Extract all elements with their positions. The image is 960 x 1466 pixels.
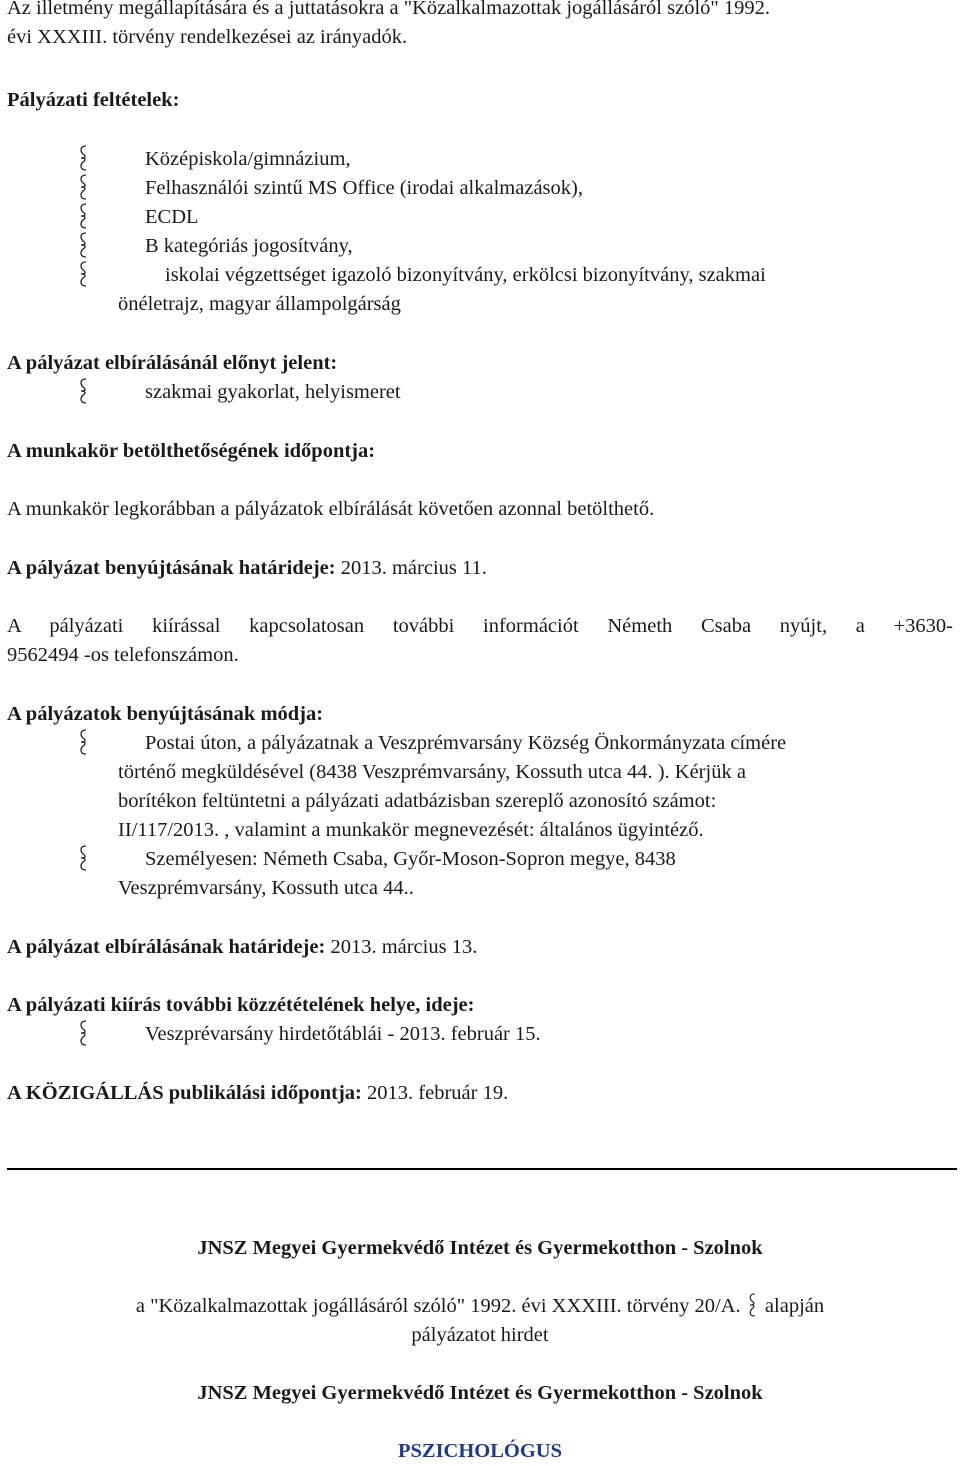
submission-deadline-value: 2013. március 11. [335,557,487,579]
section-divider [7,1168,957,1170]
organization-title-2: JNSZ Megyei Gyermekvédő Intézet és Gyermekotthon - Szolnok [197,1382,763,1404]
section-bullet-icon [77,729,91,755]
section-bullet-icon [77,845,91,871]
section-bullet-icon [77,261,91,287]
advantage-item: szakmai gyakorlat, helyismeret [145,381,401,403]
condition-item-2: Felhasználói szintű MS Office (irodai alkalmazások), [145,177,583,199]
info-line-2: 9562494 -os telefonszámon. [7,644,239,666]
submission-post-line-1: Postai úton, a pályázatnak a Veszprémvarsány Község Önkormányzata címére [145,732,787,754]
law-reference-suffix: alapján [764,1295,825,1317]
evaluation-deadline-value: 2013. március 13. [325,936,478,958]
submission-heading: A pályázatok benyújtásának módja: [7,703,324,725]
section-bullet-icon [77,203,91,229]
position-title: PSZICHOLÓGUS [397,1440,563,1462]
law-reference-text: a "Közalkalmazottak jogállásáról szóló" 1992. évi XXXIII. törvény 20/A. [135,1295,741,1317]
condition-item-4: B kategóriás jogosítvány, [145,235,353,257]
condition-item-5: iskolai végzettséget igazoló bizonyítvány, erkölcsi bizonyítvány, szakmai [165,264,766,286]
condition-item-3: ECDL [145,206,199,228]
filling-text: A munkakör legkorábban a pályázatok elbírálását követően azonnal betölthető. [7,498,655,520]
filling-heading: A munkakör betölthetőségének időpontja: [7,440,376,462]
organization-title-1: JNSZ Megyei Gyermekvédő Intézet és Gyermekotthon - Szolnok [197,1237,763,1259]
announcement-text: pályázatot hirdet [411,1324,549,1346]
evaluation-deadline-label: A pályázat elbírálásának határideje: [7,936,326,958]
condition-item-5-continued: önéletrajz, magyar állampolgárság [118,293,401,315]
kozigallas-date [7,1079,508,1108]
intro-line-1: Az illetmény megállapítására és a juttatásokra a "Közalkalmazottak jogállásáról szóló" 1992. [7,0,771,19]
submission-deadline [7,554,487,583]
section-bullet-icon [77,174,91,200]
submission-post-line-4: II/117/2013. , valamint a munkakör megnevezését: általános ügyintéző. [118,819,704,841]
advantage-heading: A pályázat elbírálásánál előnyt jelent: [7,352,338,374]
section-bullet-icon [77,232,91,258]
section-bullet-icon [77,145,91,171]
submission-post-line-2: történő megküldésével (8438 Veszprémvarsány, Kossuth utca 44. ). Kérjük a [118,761,746,783]
submission-personal-line-2: Veszprémvarsány, Kossuth utca 44.. [118,877,414,899]
publication-heading: A pályázati kiírás további közzétételének helye, ideje: [7,994,475,1016]
submission-post-line-3: borítékon feltüntetni a pályázati adatbázisban szereplő azonosító számot: [118,790,717,812]
evaluation-deadline [7,933,477,962]
condition-item-1: Középiskola/gimnázium, [145,148,351,170]
submission-personal-line-1: Személyesen: Németh Csaba, Győr-Moson-Sopron megye, 8438 [145,848,676,870]
section-bullet-icon [77,1020,91,1046]
publication-item: Veszprévarsány hirdetőtáblái - 2013. február 15. [145,1023,541,1045]
law-reference-line [0,1292,960,1321]
submission-deadline-label: A pályázat benyújtásának határideje: [7,557,336,579]
info-line-1: A pályázati kiírással kapcsolatosan további információt Németh Csaba nyújt, a +3630- [7,615,953,637]
kozigallas-label: A KÖZIGÁLLÁS publikálási időpontja: [7,1082,362,1104]
section-bullet-icon [746,1293,760,1317]
section-bullet-icon [77,378,91,404]
kozigallas-value: 2013. február 19. [361,1082,509,1104]
intro-line-2: évi XXXIII. törvény rendelkezései az irányadók. [7,26,408,48]
conditions-heading: Pályázati feltételek: [7,89,180,111]
